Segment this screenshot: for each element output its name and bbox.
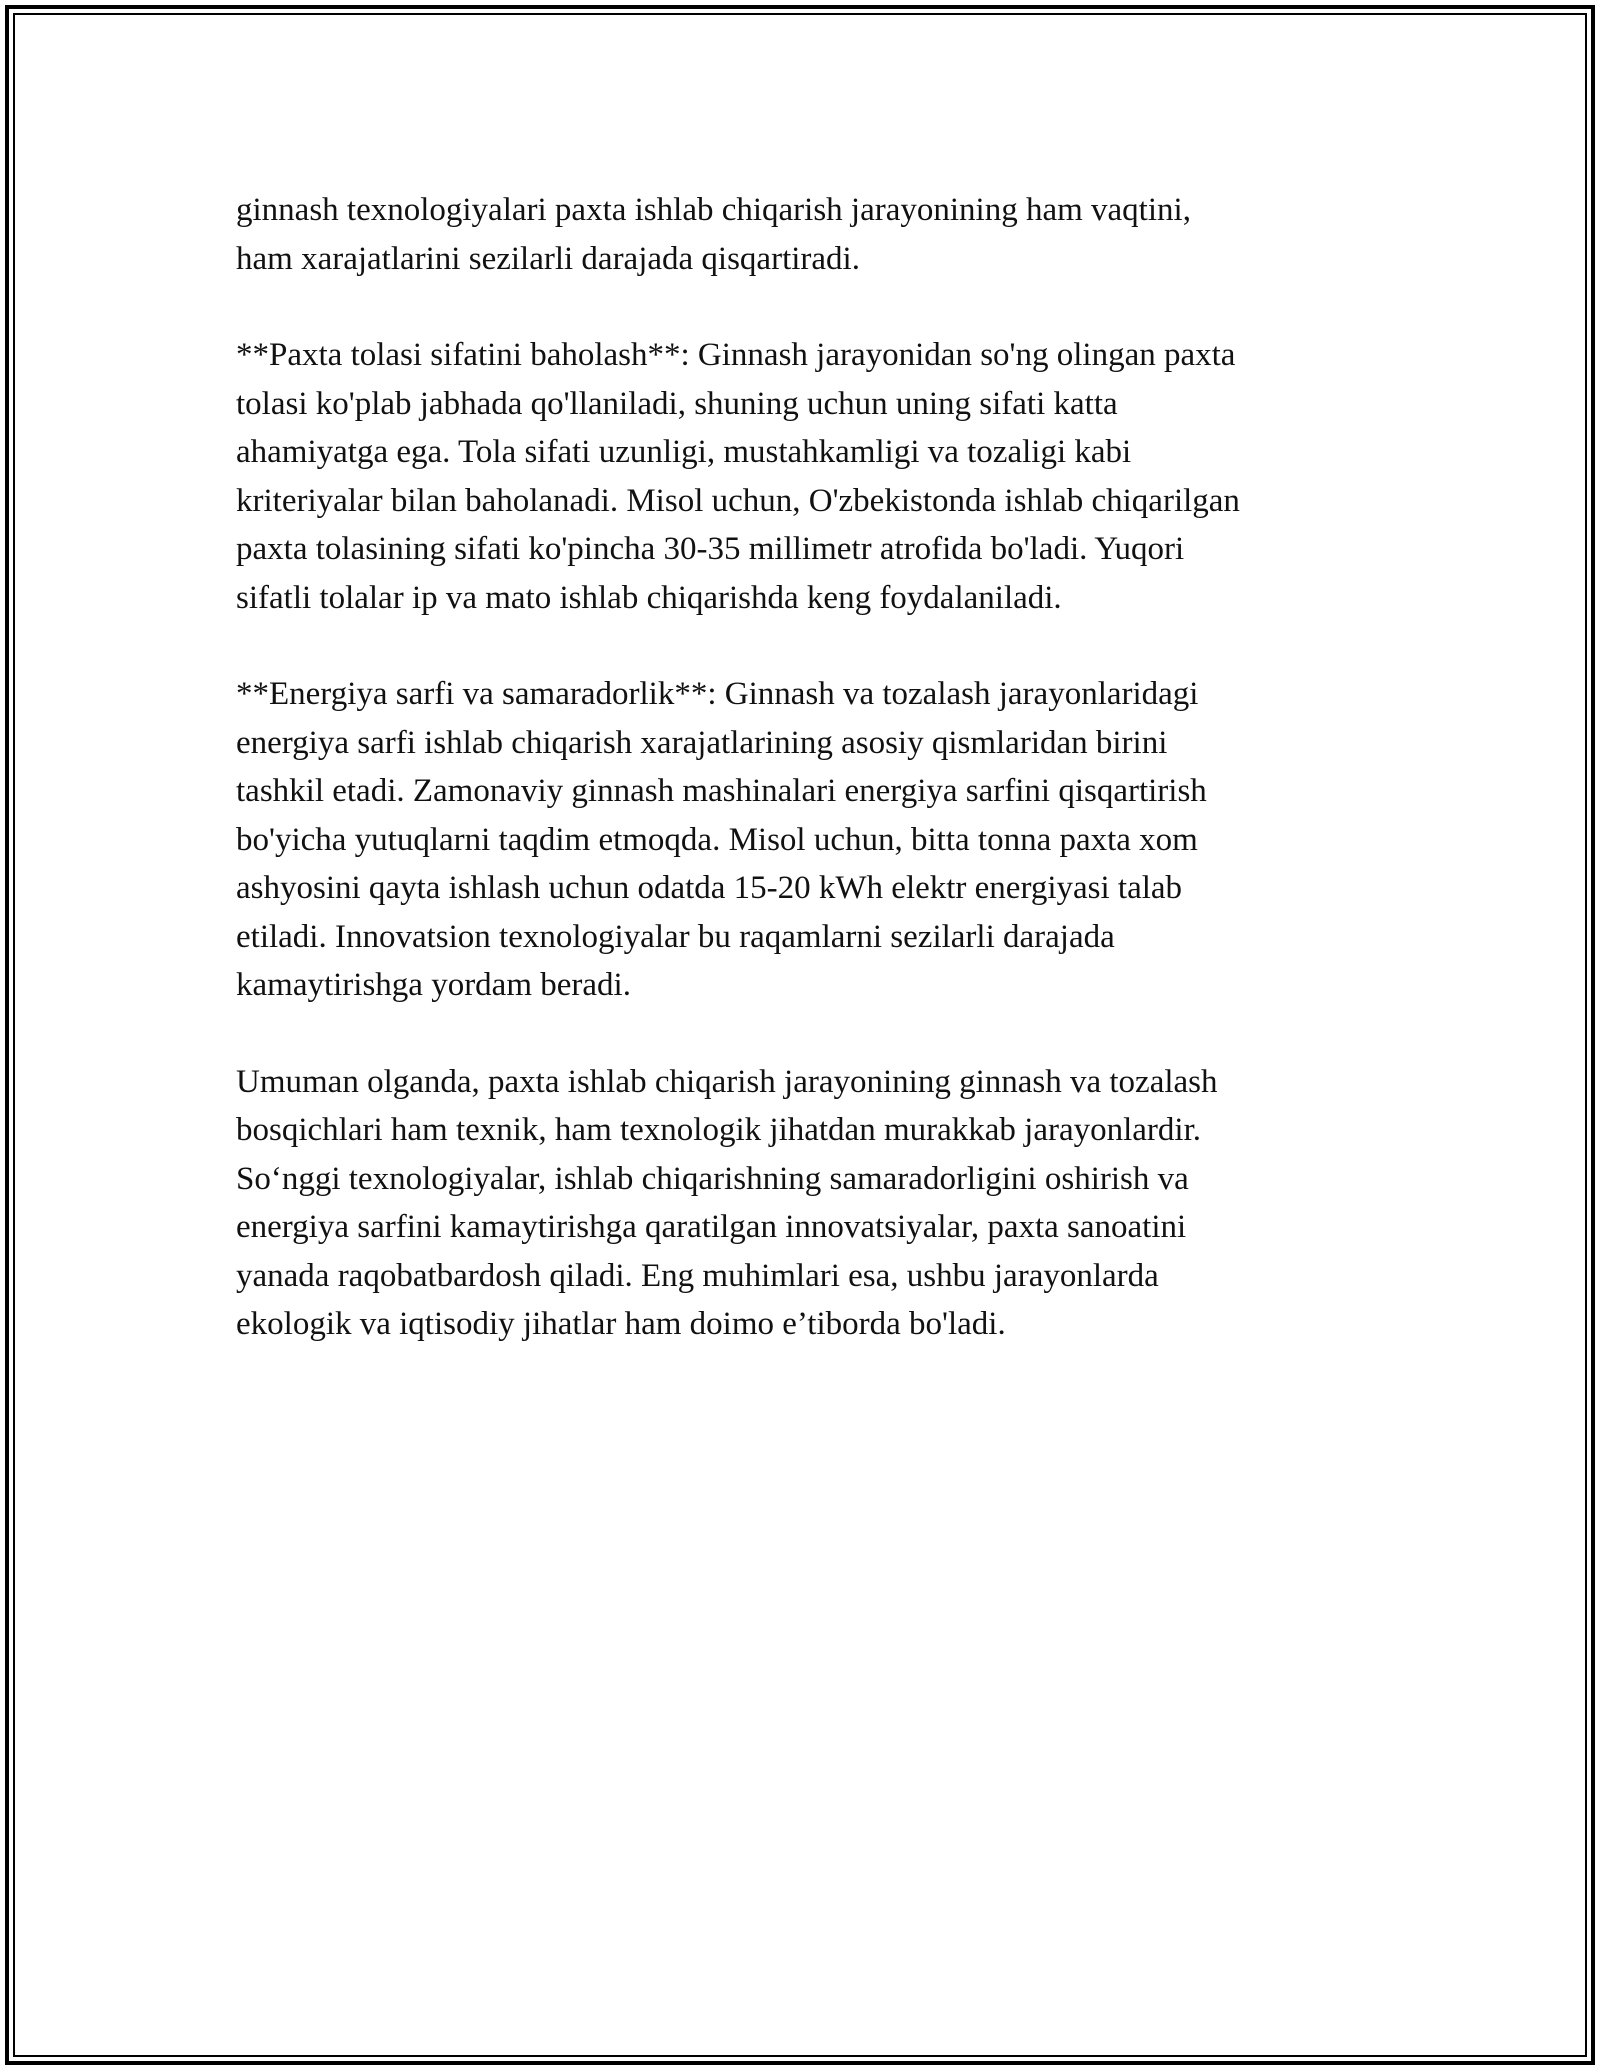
paragraph-energy-efficiency: **Energiya sarfi va samaradorlik**: Ginnash va tozalash jarayonlaridagi energiya sarfi ishlab chiqarish xarajatlarining asosiy qismlaridan birini tashkil etadi. Zamonaviy ginnash mashinalari energiya sarfini qisqartirish bo'yicha yutuqlarni taqdim etmoqda. Misol uchun, bitta tonna paxta xom ashyosini qayta ishlash uchun odatda 15-20 kWh elektr energiyasi talab etiladi. Innovatsion texnologiyalar bu raqamlarni sezilarli darajada kamaytirishga yordam beradi. (236, 676, 1207, 1003)
paragraph-ginnash-intro: ginnash texnologiyalari paxta ishlab chiqarish jarayonining ham vaqtini, ham xarajatlarini sezilarli darajada qisqartiradi. (236, 192, 1191, 277)
paragraph-conclusion: Umuman olganda, paxta ishlab chiqarish jarayonining ginnash va tozalash bosqichlari ham texnik, ham texnologik jihatdan murakkab jarayonlardir. So‘nggi texnologiyalar, ishlab chiqarishning samaradorligini oshirish va energiya sarfini kamaytirishga qaratilgan innovatsiyalar, paxta sanoatini yanada raqobatbardosh qiladi. Eng muhimlari esa, ushbu jarayonlarda ekologik va iqtisodiy jihatlar ham doimo e’tiborda bo'ladi. (236, 1063, 1218, 1342)
paragraph-fiber-quality: **Paxta tolasi sifatini baholash**: Ginnash jarayonidan so'ng olingan paxta tolasi ko'plab jabhada qo'llaniladi, shuning uchun uning sifati katta ahamiyatga ega. Tola sifati uzunligi, mustahkamligi va tozaligi kabi kriteriyalar bilan baholanadi. Misol uchun, O'zbekistonda ishlab chiqarilgan paxta tolasining sifati ko'pincha 30-35 millimetr atrofida bo'ladi. Yuqori sifatli tolalar ip va mato ishlab chiqarishda keng foydalaniladi. (236, 337, 1240, 616)
document-body (236, 186, 1366, 1397)
